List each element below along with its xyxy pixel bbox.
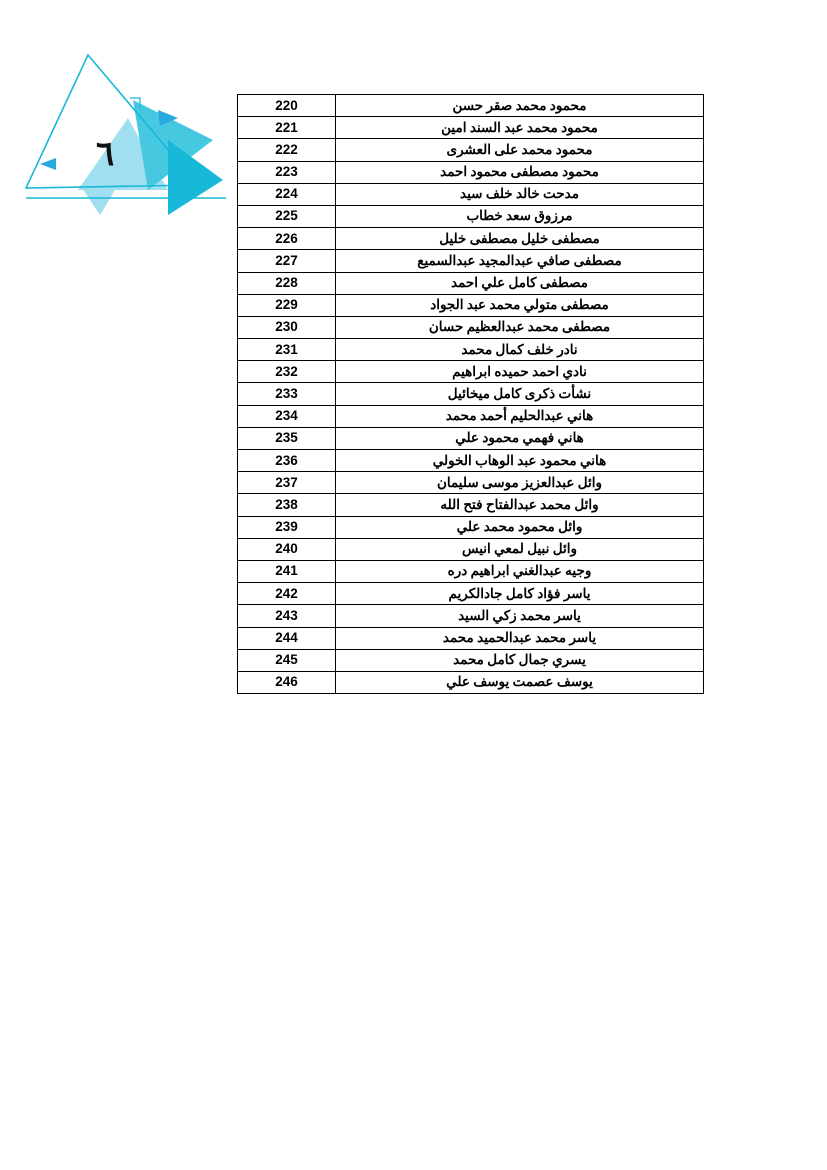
number-cell: 220 [238,95,336,117]
name-cell: ياسر فؤاد كامل جادالكريم [336,583,704,605]
table-row [238,671,704,693]
name-cell: وائل محمود محمد علي [336,516,704,538]
table-row [238,95,704,117]
name-cell: محمود محمد على العشرى [336,139,704,161]
number-cell: 240 [238,538,336,560]
table-row [238,339,704,361]
number-cell: 238 [238,494,336,516]
number-cell: 236 [238,450,336,472]
table-row [238,316,704,338]
logo-graphic [18,40,228,215]
table-row [238,538,704,560]
number-cell: 226 [238,228,336,250]
name-cell: هاني محمود عبد الوهاب الخولي [336,450,704,472]
name-cell: مصطفى محمد عبدالعظيم حسان [336,316,704,338]
name-cell: مصطفى كامل علي احمد [336,272,704,294]
number-cell: 242 [238,583,336,605]
name-cell: هاني عبدالحليم أحمد محمد [336,405,704,427]
name-cell: وائل عبدالعزيز موسى سليمان [336,472,704,494]
number-cell: 245 [238,649,336,671]
names-table [237,94,704,694]
logo-number: ٦ [96,136,115,173]
name-cell: مرزوق سعد خطاب [336,205,704,227]
table-row [238,450,704,472]
number-cell: 241 [238,560,336,582]
name-cell: نادر خلف كمال محمد [336,339,704,361]
number-cell: 239 [238,516,336,538]
number-cell: 243 [238,605,336,627]
number-cell: 227 [238,250,336,272]
name-cell: محمود محمد عبد السند امين [336,117,704,139]
name-cell: ياسر محمد عبدالحميد محمد [336,627,704,649]
number-cell: 222 [238,139,336,161]
number-cell: 234 [238,405,336,427]
name-cell: مصطفى متولي محمد عبد الجواد [336,294,704,316]
table-row [238,250,704,272]
number-cell: 235 [238,427,336,449]
table-row [238,117,704,139]
number-cell: 231 [238,339,336,361]
number-cell: 228 [238,272,336,294]
table-row [238,627,704,649]
name-cell: وائل نبيل لمعي انيس [336,538,704,560]
name-cell: هاني فهمي محمود علي [336,427,704,449]
table-row [238,560,704,582]
table-row [238,272,704,294]
name-cell: نشأت ذكرى كامل ميخائيل [336,383,704,405]
table-row [238,294,704,316]
number-cell: 246 [238,671,336,693]
number-cell: 225 [238,205,336,227]
name-cell: مدحت خالد خلف سيد [336,183,704,205]
name-cell: محمود محمد صقر حسن [336,95,704,117]
name-cell: يوسف عصمت يوسف علي [336,671,704,693]
names-table-container [264,94,704,694]
table-row [238,183,704,205]
table-row [238,472,704,494]
name-cell: مصطفى خليل مصطفى خليل [336,228,704,250]
table-row [238,427,704,449]
name-cell: ياسر محمد زكي السيد [336,605,704,627]
table-row [238,405,704,427]
number-cell: 232 [238,361,336,383]
logo-arrow-left-icon [40,158,56,170]
number-cell: 230 [238,316,336,338]
table-row [238,161,704,183]
table-row [238,205,704,227]
number-cell: 224 [238,183,336,205]
name-cell: وائل محمد عبدالفتاح فتح الله [336,494,704,516]
table-row [238,583,704,605]
name-cell: محمود مصطفى محمود احمد [336,161,704,183]
table-row [238,516,704,538]
name-cell: وجيه عبدالغني ابراهيم دره [336,560,704,582]
number-cell: 237 [238,472,336,494]
table-row [238,139,704,161]
name-cell: مصطفى صافي عبدالمجيد عبدالسميع [336,250,704,272]
number-cell: 229 [238,294,336,316]
number-cell: 244 [238,627,336,649]
table-row [238,383,704,405]
name-cell: يسري جمال كامل محمد [336,649,704,671]
number-cell: 223 [238,161,336,183]
table-row [238,649,704,671]
number-cell: 233 [238,383,336,405]
number-cell: 221 [238,117,336,139]
name-cell: نادي احمد حميده ابراهيم [336,361,704,383]
table-row [238,494,704,516]
table-row [238,361,704,383]
logo-shape-small [80,185,118,215]
table-row [238,228,704,250]
table-row [238,605,704,627]
